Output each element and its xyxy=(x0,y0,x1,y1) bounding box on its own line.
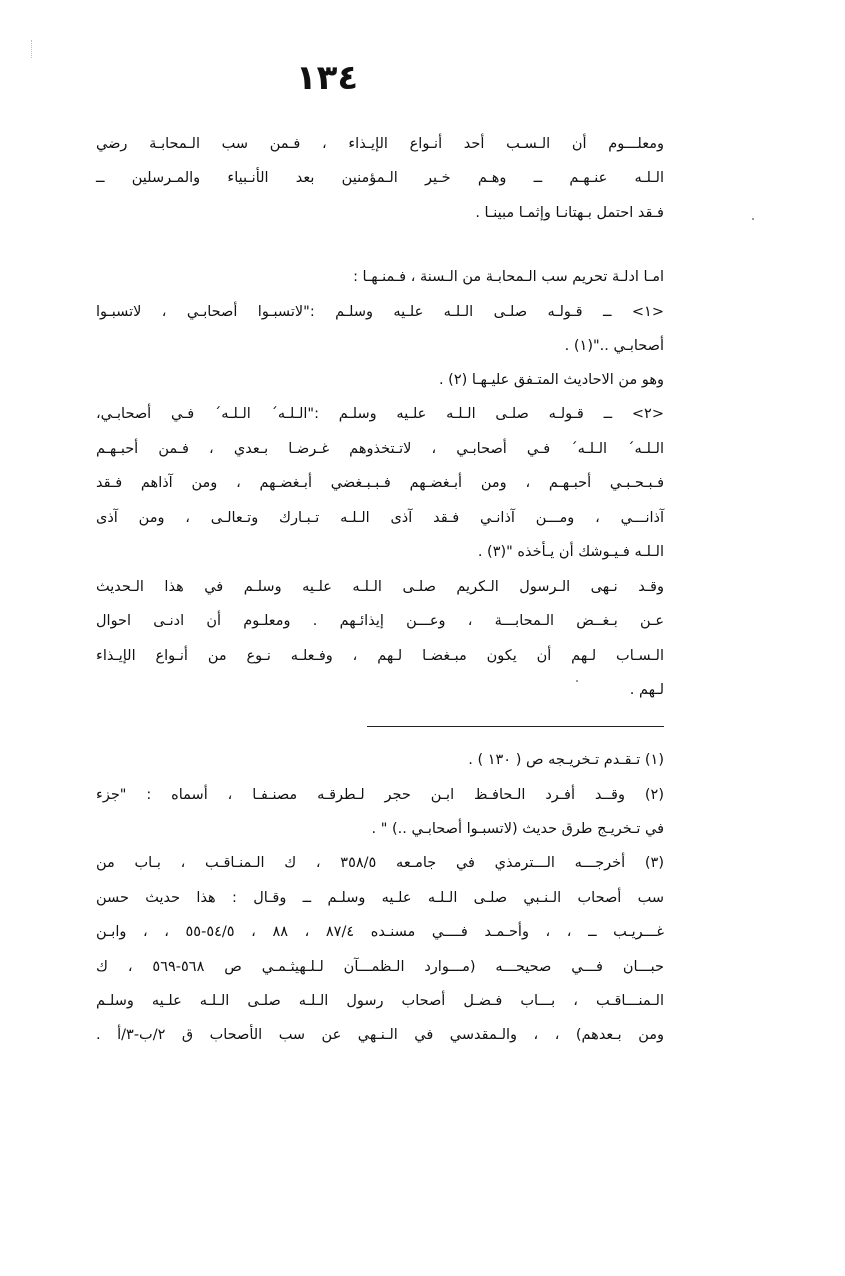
body-line: امـا ادلـة تحريم سب الـمحابـة من الـسنة ، فـمنـهـا : xyxy=(353,269,664,285)
body-line: لـهم . xyxy=(629,682,664,698)
body-line: <٢> ــ قـولـه صلـى الـلـه علـيه وسلـم :"الـلـه´ الـلـه´ فـي أصحابـي، xyxy=(96,406,664,422)
footnote-line: (١) تـقـدم تـخريـجه ص ( ١٣٠ ) . xyxy=(468,752,664,768)
body-line: وهو من الاحاديث المتـفق عليـهـا (٢) . xyxy=(438,372,664,388)
body-line: آذانـــي ، ومـــن آذانـي فـقد آذى الـلـه تـبـارك وتـعالـى ، ومن آذى xyxy=(96,510,664,526)
body-line: ومعلـــوم أن الـسـب أحد أنـواع الإيـذاء ، فـمن سب الـمحابـة رضي xyxy=(96,136,664,152)
footnote-line: (٣) أخرجـــه الـــترمذي في جامـعه ٣٥٨/٥ ، ك الـمنـاقـب ، بـاب من xyxy=(96,855,664,871)
margin-dots xyxy=(31,40,36,58)
body-line: الـسـاب لـهم أن يكون مبـغضـا لـهم ، وفـعلـه نـوع من أنـواع الإيـذاء xyxy=(96,648,664,664)
footnote-line: ومن بـعدهم) ، ، والـمقدسي في الـنـهي عن سب الأصحاب ق ٢/ب-٣/أ . xyxy=(96,1027,664,1043)
stray-mark xyxy=(752,218,754,220)
footnote-line: الـمنـــاقـب ، بـــاب فـضـل أصحاب رسول الـلـه صلـى الـلـه علـيه وسلـم xyxy=(96,993,664,1009)
body-line: فـقد احتمل بـهتانـا وإثمـا مبينـا . xyxy=(475,205,664,221)
body-line: عـن بـغــض الـمحابـــة ، وعـــن إيذائـهم . ومعلـوم أن ادنـى احوال xyxy=(96,613,664,629)
footnote-line: (٢) وقــد أفـرد الـحافـظ ابـن حجر لـطرقـه مصنـفـا ، أسماه : "جزء xyxy=(96,787,664,803)
footnote-separator xyxy=(367,726,664,727)
footnote-line: سب أصحاب الـنـبي صلـى الـلـه علـيه وسلـم ــ وقـال : هذا حديث حسن xyxy=(96,890,664,906)
body-line: وقـد نـهى الـرسول الـكريم صلـى الـلـه علـيه وسلـم في هذا الـحديث xyxy=(96,579,664,595)
body-line: فـبـحـبـي أحبـهـم ، ومن أبـغضـهم فـبـبـغضي أبـغضـهم ، ومن آذاهم فـقد xyxy=(96,475,664,491)
page-number: ١٣٤ xyxy=(295,58,359,98)
body-line: أصحابـي .."(١) . xyxy=(564,338,664,354)
body-line: الـلـه عنـهـم ــ وهـم خـير الـمؤمنين بعد الأنـبياء والمـرسلين ــ xyxy=(96,170,664,186)
footnote-line: حبـــان فـــي صحيحـــه (مـــوارد الـظمـــآن لـلـهيثـمـي ص ٥٦٨-٥٦٩ ، ك xyxy=(96,959,664,975)
body-line: الـلـه فـيـوشك أن يـأخذه "(٣) . xyxy=(477,544,664,560)
footnote-line: في تـخريـج طرق حديث (لاتسبـوا أصحابـي ..) " . xyxy=(371,821,664,837)
body-line: الـلـه´ الـلـه´ فـي أصحابـي ، لاتـتخذوهم غـرضـا بـعدي ، فـمن أحبـهـم xyxy=(96,441,664,457)
footnote-line: غـــريـب ــ ، ، وأحـمـد فــــي مسنـده ٨٧/٤ ، ٨٨ ، ٥٤/٥-٥٥ ، ، وابـن xyxy=(96,924,665,940)
body-line: <١> ــ قـولـه صلـى الـلـه علـيه وسلـم :"لاتسبـوا أصحابـي ، لاتسبـوا xyxy=(96,304,664,320)
